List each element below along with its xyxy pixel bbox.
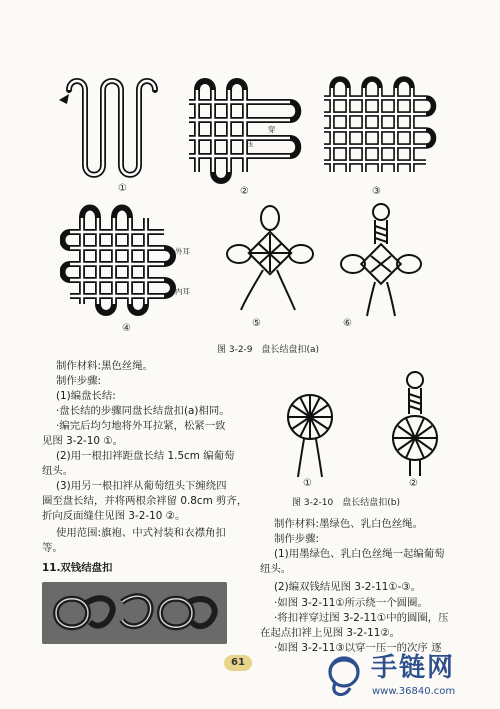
left-line: 制作材料:黑色丝绳。: [56, 360, 154, 372]
figure-3-2-10-step-1: [278, 385, 342, 480]
right-line: 制作步骤:: [274, 533, 320, 545]
figure-3-2-9-step-4: [60, 200, 180, 320]
figure-caption-3-2-10: 图 3-2-10 盘长结盘扣(b): [292, 498, 400, 508]
left-line: 见图 3-2-10 ①。: [42, 435, 124, 447]
left-line: 折向反面缝住见图 3-2-10 ②。: [42, 510, 186, 522]
section-heading: 11.双钱结盘扣: [42, 562, 113, 574]
left-line: (3)用另一根扣袢从葡萄纽头下缠绕四: [56, 480, 227, 492]
right-line: 制作材料:墨绿色、乳白色丝绳。: [274, 518, 423, 530]
left-line: 制作步骤:: [56, 375, 102, 387]
right-line: ·如图 3-2-11③以穿一压一的次序 逐: [274, 642, 442, 654]
annotation-outer-ear: 外耳: [175, 247, 190, 256]
figure-label-6: ⑥: [343, 318, 352, 329]
left-line: ·编完后均匀地将外耳拉紧，松紧一致: [56, 420, 226, 432]
figure-label-3: ③: [372, 186, 381, 197]
figure-label-4: ④: [122, 323, 131, 334]
annotation-ya: 压: [246, 139, 254, 148]
right-line: ·将扣袢穿过图 3-2-11①中的圆圈，压: [274, 612, 449, 624]
figure-label-1: ①: [118, 183, 127, 194]
figure-3-2-9-step-2: [185, 72, 303, 187]
left-line: 纽头。: [42, 465, 74, 477]
right-line: (2)编双钱结见图 3-2-11①-③。: [274, 581, 422, 593]
annotation-inner-ear: 内耳: [175, 287, 190, 296]
right-line: ·如图 3-2-11①所示绕一个圆圈。: [274, 597, 428, 609]
figure-caption-3-2-9: 图 3-2-9 盘长结盘扣(a): [217, 345, 320, 355]
left-line: (2)用一根扣袢距盘长结 1.5cm 编葡萄: [56, 450, 235, 462]
left-line: 圈至盘长结，并将两根余袢留 0.8cm 剪齐，: [42, 495, 248, 507]
left-line: 使用范围:旗袍、中式衬装和衣襟角扣: [56, 527, 226, 539]
logo-url: www.36840.com: [372, 686, 456, 697]
logo-text: 手链网: [371, 653, 456, 683]
figure-3-2-10-label-1: ①: [303, 478, 312, 489]
page-number: 61: [224, 655, 252, 671]
right-line: 纽头。: [260, 563, 292, 575]
left-line: 等。: [42, 542, 63, 554]
right-line: 在起点扣袢上见图 3-2-11②。: [260, 627, 401, 639]
figure-3-2-10-step-2: [380, 370, 450, 480]
figure-label-2: ②: [240, 186, 249, 197]
figure-3-2-9-step-6: [335, 200, 425, 320]
right-line: (1)用墨绿色、乳白色丝绳一起编葡萄: [274, 548, 445, 560]
annotation-chuan: 穿: [268, 125, 276, 134]
double-coin-knot-photo: [42, 582, 227, 644]
figure-label-5: ⑤: [252, 318, 261, 329]
figure-3-2-9-step-1: [55, 70, 185, 185]
left-line: (1)编盘长结:: [56, 390, 116, 402]
figure-3-2-9-step-5: [225, 204, 315, 314]
left-line: ·盘长结的步骤同盘长结盘扣(a)相同。: [56, 405, 230, 417]
figure-3-2-10-label-2: ②: [409, 478, 418, 489]
figure-3-2-9-step-3: [318, 72, 438, 187]
